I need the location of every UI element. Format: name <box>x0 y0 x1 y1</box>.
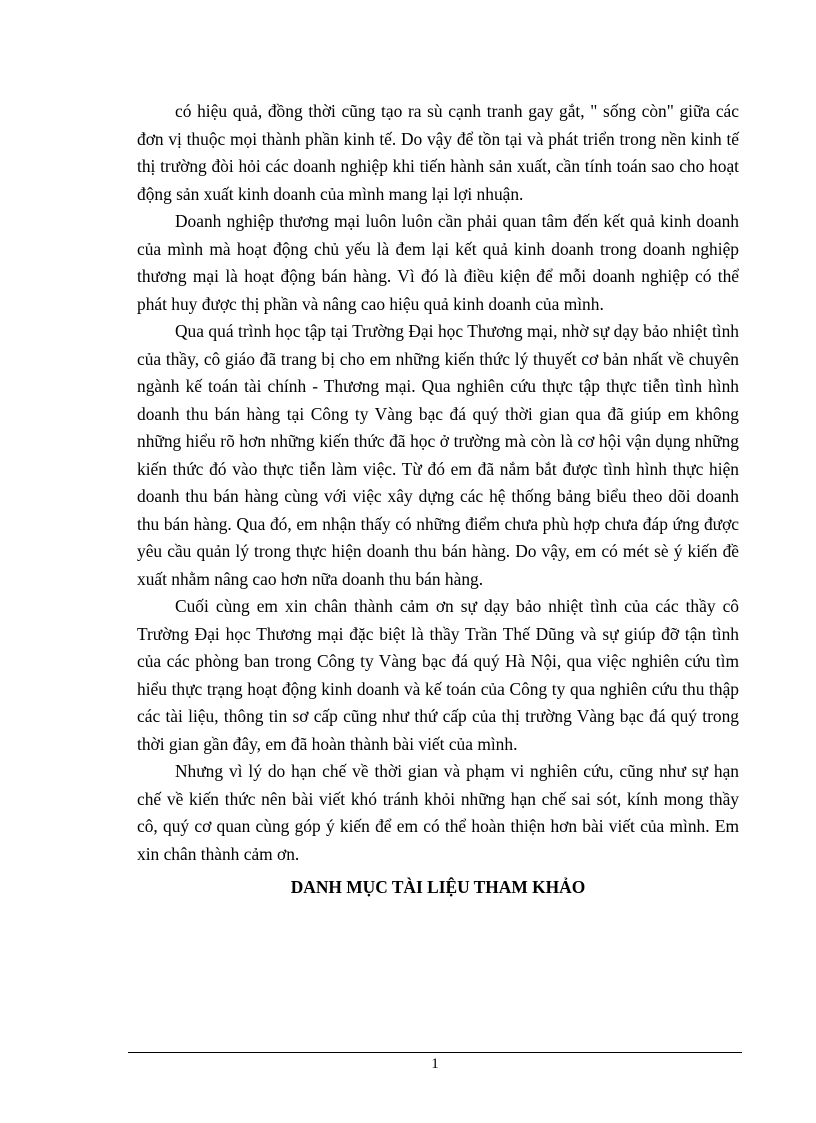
paragraph-intro-continuation: có hiệu quả, đồng thời cũng tạo ra sù cạnh tranh gay gắt, " sống còn" giữa các đơn vị thuộc mọi thành phần kinh tế. Do vậy để tồn tại và phát triển trong nền kinh tế thị trường đòi hỏi các doanh nghiệp khi tiến hành sản xuất, cần tính toán sao cho hoạt động sản xuất kinh doanh của mình mang lại lợi nhuận. <box>137 101 739 204</box>
paragraph-study-process: Qua quá trình học tập tại Trường Đại học Thương mại, nhờ sự dạy bảo nhiệt tình của thầy, cô giáo đã trang bị cho em những kiến thức lý thuyết cơ bản nhất về chuyên ngành kế toán tài chính - Thương mại. Qua nghiên cứu thực tập thực tiễn tình hình doanh thu bán hàng tại Công ty Vàng bạc đá quý thời gian qua đã giúp em không những hiểu rõ hơn những kiến thức đã học ở trường mà còn là cơ hội vận dụng những kiến thức đó vào thực tiễn làm việc. Từ đó em đã nắm bắt được tình hình thực hiện doanh thu bán hàng cùng với việc xây dựng các hệ thống bảng biểu theo dõi doanh thu bán hàng. Qua đó, em nhận thấy có những điểm chưa phù hợp chưa đáp ứng được yêu cầu quản lý trong thực hiện doanh thu bán hàng. Do vậy, em có mét sè ý kiến đề xuất nhằm nâng cao hơn nữa doanh thu bán hàng. <box>137 321 739 589</box>
paragraph-acknowledgement: Cuối cùng em xin chân thành cảm ơn sự dạy bảo nhiệt tình của các thầy cô Trường Đại học Thương mại đặc biệt là thầy Trần Thế Dũng và sự giúp đỡ tận tình của các phòng ban trong Công ty Vàng bạc đá quý Hà Nội, qua việc nghiên cứu tìm hiểu thực trạng hoạt động kinh doanh và kế toán của Công ty qua nghiên cứu thu thập các tài liệu, thông tin sơ cấp cũng như thứ cấp của thị trường Vàng bạc đá quý trong thời gian gần đây, em đã hoàn thành bài viết của mình. <box>137 596 739 754</box>
footer-divider <box>128 1052 742 1053</box>
page-body <box>137 98 739 902</box>
paragraph-limitations: Nhưng vì lý do hạn chế về thời gian và phạm vi nghiên cứu, cũng như sự hạn chế về kiến thức nên bài viết khó tránh khỏi những hạn chế sai sót, kính mong thầy cô, quý cơ quan cùng góp ý kiến để em có thể hoàn thiện hơn bài viết của mình. Em xin chân thành cảm ơn. <box>137 761 739 864</box>
page-number: 1 <box>431 1056 439 1072</box>
references-heading: DANH MỤC TÀI LIỆU THAM KHẢO <box>290 877 586 897</box>
paragraph-commercial-enterprise: Doanh nghiệp thương mại luôn luôn cần phải quan tâm đến kết quả kinh doanh của mình mà hoạt động chủ yếu là đem lại kết quả kinh doanh trong doanh nghiệp thương mại là hoạt động bán hàng. Vì đó là điều kiện để mỗi doanh nghiệp có thể phát huy được thị phần và nâng cao hiệu quả kinh doanh của mình. <box>137 211 739 314</box>
